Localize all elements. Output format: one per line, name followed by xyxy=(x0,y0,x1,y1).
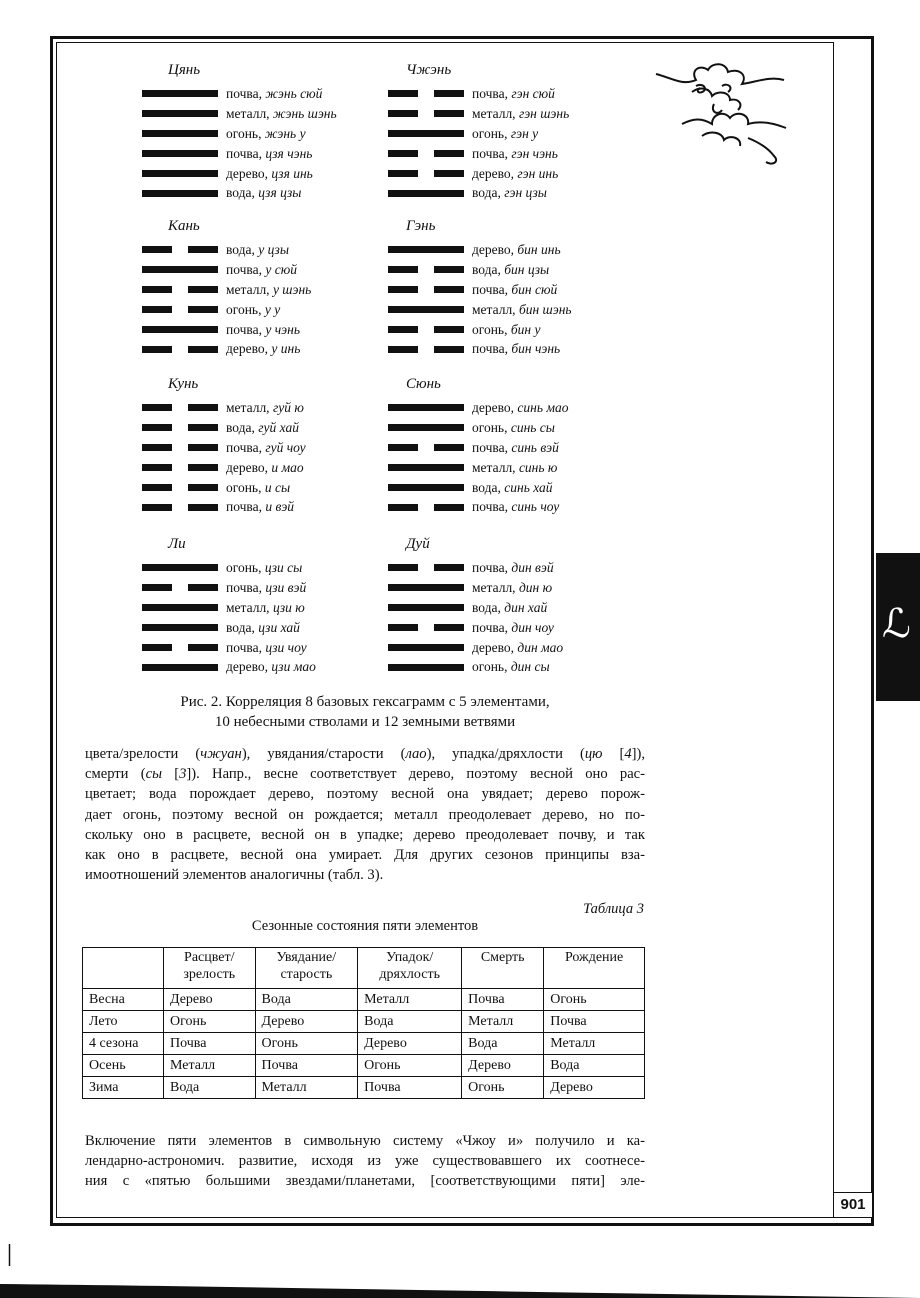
hexagram-line xyxy=(388,398,568,418)
hexagram-line xyxy=(142,124,337,144)
hexagram-line-label: почва, у сюй xyxy=(226,261,297,277)
table-row xyxy=(83,989,645,1011)
section-tab-letter: ℒ xyxy=(882,601,911,647)
hexagram-line-label: почва, дин чоу xyxy=(472,619,554,635)
hexagram-line xyxy=(388,497,568,517)
table-number: Таблица 3 xyxy=(583,901,644,917)
hexagram-line xyxy=(142,104,337,124)
hexagram-name: Цянь xyxy=(168,62,201,78)
hexagram-line-label: металл, дин ю xyxy=(472,579,553,595)
hexagram-line xyxy=(142,638,316,658)
hexagram-line-label: почва, цзи вэй xyxy=(226,579,307,595)
hexagram-line xyxy=(388,418,568,438)
hexagram-line xyxy=(388,300,572,320)
yang-line-icon xyxy=(142,604,218,611)
hexagram-line-label: металл, гуй ю xyxy=(226,399,304,415)
hexagram-line-label: дерево, бин инь xyxy=(472,241,561,257)
hexagram-line-label: металл, жэнь шэнь xyxy=(226,105,337,121)
element-cell: Вода xyxy=(164,1077,256,1099)
yin-line-icon xyxy=(388,444,464,451)
hexagram-line xyxy=(388,164,569,184)
table-row xyxy=(83,1055,645,1077)
table-header-cell: Расцвет/ зрелость xyxy=(164,948,256,989)
hexagram-line xyxy=(142,339,311,359)
hexagram-name: Кунь xyxy=(168,376,199,392)
hexagram-line-label: вода, цзи хай xyxy=(226,619,300,635)
table-header-row xyxy=(83,948,645,989)
yin-line-icon xyxy=(388,150,464,157)
hexagram-line-label: почва, гуй чоу xyxy=(226,439,306,455)
yang-line-icon xyxy=(142,664,218,671)
yang-line-icon xyxy=(142,190,218,197)
yang-line-icon xyxy=(388,130,464,137)
yin-line-icon xyxy=(388,90,464,97)
hexagram-line xyxy=(142,657,316,677)
text-line: имоотношений элементов аналогичны (табл. 3). xyxy=(85,867,384,884)
caption-line-2: 10 небесными стволами и 12 земными ветвями xyxy=(214,714,516,730)
yin-line-icon xyxy=(388,564,464,571)
yin-line-icon xyxy=(388,266,464,273)
figure-caption xyxy=(130,692,600,732)
yin-line-icon xyxy=(142,306,218,313)
body-paragraph-1 xyxy=(85,744,645,885)
hexagram-line-label: дерево, гэн инь xyxy=(472,165,559,181)
hexagram-line-label: металл, синь ю xyxy=(472,459,558,475)
hexagram-name: Чжэнь xyxy=(406,62,452,78)
hexagram-line-label: почва, синь чоу xyxy=(472,499,560,515)
element-cell: Почва xyxy=(358,1077,462,1099)
season-cell: Осень xyxy=(83,1055,164,1077)
hexagram-line-label: огонь, цзи сы xyxy=(226,559,303,575)
table-header-cell: Смерть xyxy=(462,948,544,989)
season-cell: 4 сезона xyxy=(83,1033,164,1055)
yang-line-icon xyxy=(388,424,464,431)
yang-line-icon xyxy=(388,644,464,651)
hexagram-line xyxy=(388,558,563,578)
text-line: ния с «пятью большими звездами/планетами, [соответствующими пяти] эле- xyxy=(85,1173,645,1190)
hexagram-line xyxy=(388,280,572,300)
yin-line-icon xyxy=(142,246,218,253)
yang-line-icon xyxy=(388,484,464,491)
element-cell: Вода xyxy=(255,989,358,1011)
yin-line-icon xyxy=(142,444,218,451)
hexagram-line xyxy=(142,280,311,300)
hexagram-line-label: почва, бин чэнь xyxy=(472,341,561,357)
table-header-cell: Увядание/ старость xyxy=(255,948,358,989)
caption-line-1: Рис. 2. Корреляция 8 базовых гексаграмм с 5 элементами, xyxy=(180,694,550,710)
element-cell: Почва xyxy=(164,1033,256,1055)
table-header-cell: Упадок/ дряхлость xyxy=(358,948,462,989)
hexagram-line xyxy=(388,657,563,677)
yin-line-icon xyxy=(142,346,218,353)
hexagram-line-label: почва, жэнь сюй xyxy=(226,85,323,101)
hexagram-line-label: почва, цзя чэнь xyxy=(226,145,313,161)
hexagram-line xyxy=(142,164,337,184)
hexagram-line-label: огонь, дин сы xyxy=(472,659,550,675)
hexagram-line-label: вода, у цзы xyxy=(226,241,289,257)
hexagram-line-label: металл, цзи ю xyxy=(226,599,305,615)
table-row xyxy=(83,1033,645,1055)
cloud-ornament-icon xyxy=(652,58,792,166)
hexagram-line-label: дерево, и мао xyxy=(226,459,304,475)
text-line: Включение пяти элементов в символьную систему «Чжоу и» получило и ка- xyxy=(85,1133,645,1149)
hexagram-line-label: дерево, цзя инь xyxy=(226,165,313,181)
hexagram-line xyxy=(142,418,306,438)
hexagram-line-label: вода, бин цзы xyxy=(472,261,550,277)
yin-line-icon xyxy=(142,286,218,293)
hexagram-line-label: огонь, у у xyxy=(226,301,281,317)
yin-line-icon xyxy=(142,404,218,411)
yin-line-icon xyxy=(142,504,218,511)
hexagram-name: Сюнь xyxy=(406,376,441,392)
text-line: смерти (сы [3]). Напр., весне соответствует дерево, поэтому весной оно рас- xyxy=(85,766,646,783)
yang-line-icon xyxy=(142,326,218,333)
hexagram-line-label: вода, гуй хай xyxy=(226,419,299,435)
hexagram-line xyxy=(142,398,306,418)
yin-line-icon xyxy=(142,584,218,591)
hexagram-line-label: огонь, жэнь у xyxy=(226,125,306,141)
text-line: цветает; вода порождает дерево, поэтому весной она увядает; дерево порож- xyxy=(85,786,645,803)
hexagram-line xyxy=(142,320,311,340)
hexagram-line xyxy=(142,478,306,498)
hexagram-line xyxy=(142,558,316,578)
hexagram-line-label: металл, гэн шэнь xyxy=(472,105,570,121)
hexagram-line-label: огонь, бин у xyxy=(472,321,541,337)
yin-line-icon xyxy=(142,484,218,491)
hexagram-line-label: почва, дин вэй xyxy=(472,559,554,575)
yang-line-icon xyxy=(142,564,218,571)
yang-line-icon xyxy=(388,306,464,313)
hexagram-line-label: огонь, синь сы xyxy=(472,419,555,435)
hexagram-line xyxy=(388,578,563,598)
hexagram-name: Кань xyxy=(168,218,200,234)
yin-line-icon xyxy=(388,624,464,631)
hexagram-line-label: вода, дин хай xyxy=(472,599,548,615)
hexagram-name: Ли xyxy=(168,536,186,552)
scan-edge xyxy=(0,1276,920,1298)
hexagram-line xyxy=(388,638,563,658)
yang-line-icon xyxy=(142,150,218,157)
body-paragraph-2 xyxy=(85,1131,645,1192)
element-cell: Вода xyxy=(462,1033,544,1055)
hexagram-line-label: огонь, и сы xyxy=(226,479,291,495)
yang-line-icon xyxy=(388,664,464,671)
hexagram-line xyxy=(142,240,311,260)
hexagram-line-label: металл, у шэнь xyxy=(226,281,312,297)
element-cell: Почва xyxy=(255,1055,358,1077)
hexagram-line-label: почва, бин сюй xyxy=(472,281,558,297)
hexagram-line-label: почва, синь вэй xyxy=(472,439,559,455)
hexagram-line xyxy=(388,320,572,340)
hexagram-line-label: вода, гэн цзы xyxy=(472,185,547,201)
hexagram-line xyxy=(142,144,337,164)
hexagram-line-label: почва, у чэнь xyxy=(226,321,300,337)
hexagram-line-label: вода, цзя цзы xyxy=(226,185,302,201)
element-cell: Дерево xyxy=(164,989,256,1011)
hexagram-line-label: металл, бин шэнь xyxy=(472,301,572,317)
yang-line-icon xyxy=(142,130,218,137)
yin-line-icon xyxy=(388,110,464,117)
element-cell: Металл xyxy=(462,1011,544,1033)
element-cell: Металл xyxy=(544,1033,645,1055)
element-cell: Металл xyxy=(164,1055,256,1077)
element-cell: Дерево xyxy=(462,1055,544,1077)
text-line: цвета/зрелости (чжуан), увядания/старости (лао), упадка/дряхлости (цю [4]), xyxy=(85,746,645,762)
hexagram-line xyxy=(388,240,572,260)
hexagram-line-label: дерево, дин мао xyxy=(472,639,564,655)
scan-mark xyxy=(8,1244,11,1266)
element-cell: Огонь xyxy=(255,1033,358,1055)
yin-line-icon xyxy=(142,644,218,651)
element-cell: Почва xyxy=(544,1011,645,1033)
yin-line-icon xyxy=(142,424,218,431)
hexagram-line xyxy=(388,104,569,124)
yang-line-icon xyxy=(388,604,464,611)
hexagram-line-label: почва, цзи чоу xyxy=(226,639,307,655)
text-line: как оно в расцвете, весной она умирает. Для других сезонов принципы вза- xyxy=(85,847,645,864)
page-number: 901 xyxy=(833,1192,873,1218)
yin-line-icon xyxy=(388,286,464,293)
hexagram-line xyxy=(388,260,572,280)
hexagram-line-label: дерево, у инь xyxy=(226,341,301,357)
hexagram-line xyxy=(142,84,337,104)
hexagram-line-label: дерево, синь мао xyxy=(472,399,569,415)
hexagram-line xyxy=(388,183,569,203)
yang-line-icon xyxy=(142,266,218,273)
hexagram-line xyxy=(142,458,306,478)
yin-line-icon xyxy=(388,170,464,177)
hexagram-line xyxy=(388,478,568,498)
element-cell: Металл xyxy=(358,989,462,1011)
yang-line-icon xyxy=(388,464,464,471)
element-cell: Огонь xyxy=(358,1055,462,1077)
yin-line-icon xyxy=(388,326,464,333)
hexagram-line-label: почва, гэн чэнь xyxy=(472,145,558,161)
element-cell: Огонь xyxy=(164,1011,256,1033)
element-cell: Дерево xyxy=(544,1077,645,1099)
hexagram-name: Дуй xyxy=(406,536,430,552)
hexagram-line-label: дерево, цзи мао xyxy=(226,659,316,675)
table-header-cell: Рождение xyxy=(544,948,645,989)
yang-line-icon xyxy=(142,170,218,177)
season-cell: Весна xyxy=(83,989,164,1011)
yang-line-icon xyxy=(142,90,218,97)
hexagram-line-label: почва, гэн сюй xyxy=(472,85,555,101)
hexagram-line xyxy=(388,144,569,164)
yin-line-icon xyxy=(388,346,464,353)
season-cell: Зима xyxy=(83,1077,164,1099)
hexagram-line xyxy=(142,300,311,320)
text-line: скольку оно в расцвете, весной он в упадке; дерево преодолевает почву, и так xyxy=(85,826,645,843)
element-cell: Металл xyxy=(255,1077,358,1099)
hexagram-line-label: вода, синь хай xyxy=(472,479,553,495)
hexagram-line xyxy=(388,124,569,144)
yang-line-icon xyxy=(388,404,464,411)
hexagram-line xyxy=(142,260,311,280)
hexagram-line-label: огонь, гэн у xyxy=(472,125,539,141)
hexagram-line xyxy=(388,618,563,638)
seasons-table xyxy=(82,947,645,1099)
hexagram-line-label: почва, и вэй xyxy=(226,499,295,515)
element-cell: Огонь xyxy=(462,1077,544,1099)
yang-line-icon xyxy=(142,624,218,631)
text-line: дает огонь, поэтому весной он рождается; металл преодолевает дерево, но по- xyxy=(85,806,645,823)
element-cell: Дерево xyxy=(255,1011,358,1033)
hexagram-line xyxy=(142,618,316,638)
yang-line-icon xyxy=(388,246,464,253)
hexagram-line xyxy=(142,438,306,458)
element-cell: Вода xyxy=(358,1011,462,1033)
element-cell: Дерево xyxy=(358,1033,462,1055)
table-header-cell xyxy=(83,948,164,989)
hexagram-name: Гэнь xyxy=(406,218,436,234)
element-cell: Почва xyxy=(462,989,544,1011)
element-cell: Огонь xyxy=(544,989,645,1011)
yang-line-icon xyxy=(388,190,464,197)
hexagram-line xyxy=(142,578,316,598)
hexagram-line xyxy=(142,183,337,203)
yin-line-icon xyxy=(388,504,464,511)
yang-line-icon xyxy=(388,584,464,591)
element-cell: Вода xyxy=(544,1055,645,1077)
table-row xyxy=(83,1077,645,1099)
hexagram-line xyxy=(388,438,568,458)
yin-line-icon xyxy=(142,464,218,471)
section-tab xyxy=(876,553,920,701)
hexagram-line xyxy=(388,84,569,104)
yang-line-icon xyxy=(142,110,218,117)
hexagram-line xyxy=(388,598,563,618)
table-row xyxy=(83,1011,645,1033)
hexagram-line xyxy=(142,497,306,517)
table-title: Сезонные состояния пяти элементов xyxy=(251,918,479,934)
hexagram-line xyxy=(388,339,572,359)
hexagram-line xyxy=(142,598,316,618)
text-line: лендарно-астрономич. развитие, исходя из уже существовавшего их соотнесе- xyxy=(85,1153,645,1170)
hexagram-line xyxy=(388,458,568,478)
season-cell: Лето xyxy=(83,1011,164,1033)
